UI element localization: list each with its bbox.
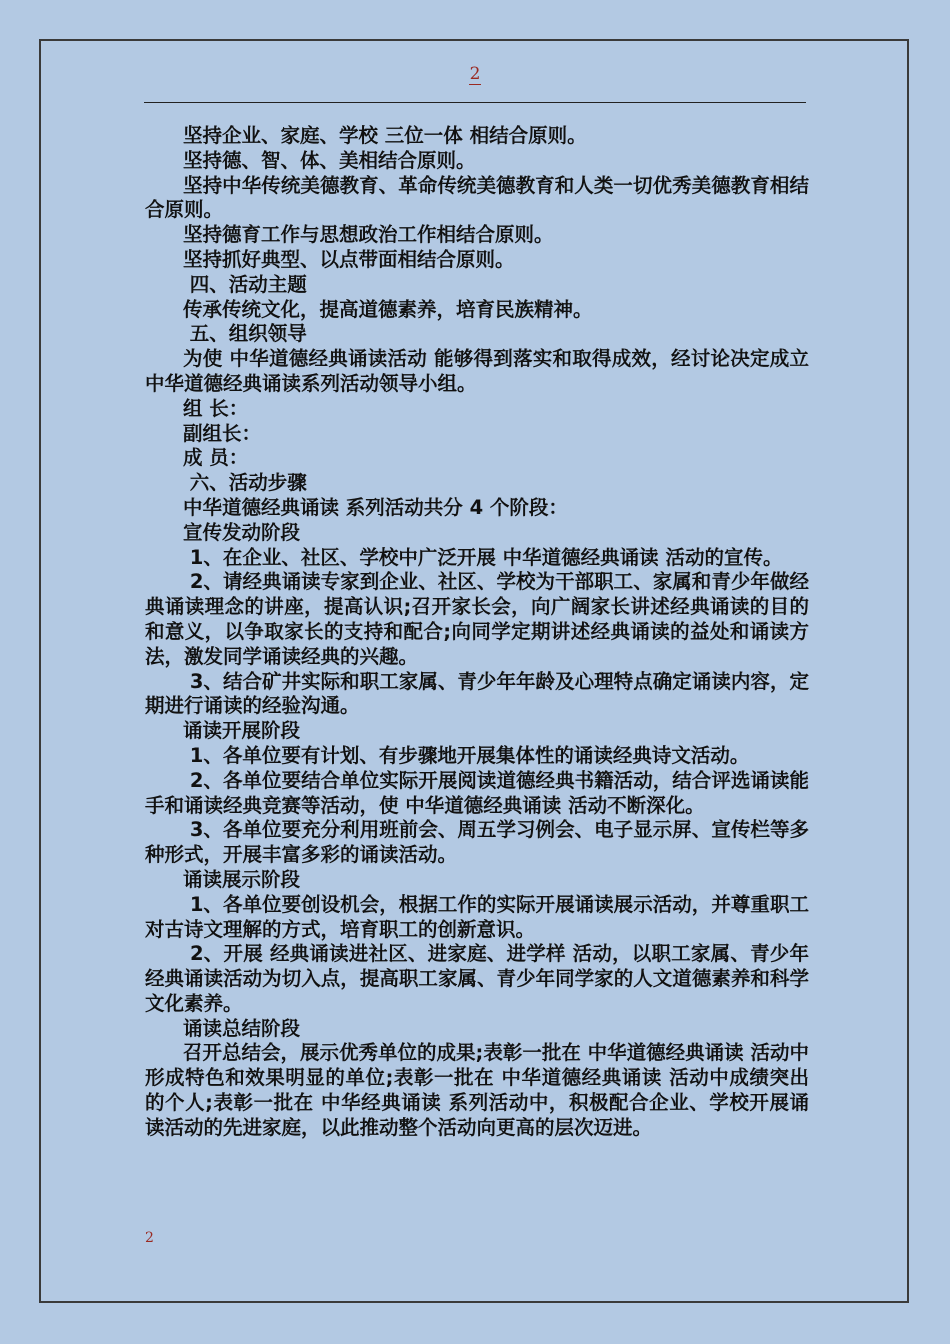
paragraph: 组 长： xyxy=(183,396,249,420)
paragraph: 坚持企业、家庭、学校 三位一体 相结合原则。 xyxy=(183,124,587,147)
paragraph: 1、在企业、社区、学校中广泛开展 中华道德经典诵读 活动的宣传。 xyxy=(183,545,783,569)
stage-heading: 诵读总结阶段 xyxy=(183,1016,301,1040)
paragraph: 3、结合矿井实际和职工家属、青少年年龄及心理特点确定诵读内容，定期进行诵读的经验沟通。 xyxy=(145,669,809,718)
footer-page-number: 2 xyxy=(145,1230,154,1246)
paragraph: 2、各单位要结合单位实际开展阅读道德经典书籍活动，结合评选诵读能手和诵读经典竞赛等活动，使 中华道德经典诵读 活动不断深化。 xyxy=(145,768,809,817)
header-rule xyxy=(144,102,806,103)
paragraph: 2、请经典诵读专家到企业、社区、学校为干部职工、家属和青少年做经典诵读理念的讲座，提高认识;召开家长会，向广阔家长讲述经典诵读的目的和意义，以争取家长的支持和配合;向同学定期讲述经典诵读的益处和诵读方法，激发同学诵读经典的兴趣。 xyxy=(145,570,809,668)
paragraph: 中华道德经典诵读 系列活动共分 4 个阶段： xyxy=(183,495,568,519)
header-page-number-text: 2 xyxy=(469,64,481,84)
document-body xyxy=(145,124,809,1141)
paragraph: 1、各单位要创设机会，根据工作的实际开展诵读展示活动，并尊重职工对古诗文理解的方式，培育职工的创新意识。 xyxy=(145,892,809,941)
section-heading: 六、活动步骤 xyxy=(183,471,307,495)
paragraph: 1、各单位要有计划、有步骤地开展集体性的诵读经典诗文活动。 xyxy=(183,743,750,767)
paragraph: 3、各单位要充分利用班前会、周五学习例会、电子显示屏、宣传栏等多种形式，开展丰富多彩的诵读活动。 xyxy=(145,818,809,867)
paragraph: 坚持中华传统美德教育、革命传统美德教育和人类一切优秀美德教育相结合原则。 xyxy=(145,173,809,222)
paragraph: 坚持德育工作与思想政治工作相结合原则。 xyxy=(183,223,554,247)
stage-heading: 诵读开展阶段 xyxy=(183,719,301,743)
stage-heading: 宣传发动阶段 xyxy=(183,520,301,544)
stage-heading: 诵读展示阶段 xyxy=(183,867,301,891)
paragraph: 传承传统文化，提高道德素养，培育民族精神。 xyxy=(183,297,593,321)
section-heading: 四、活动主题 xyxy=(183,272,307,296)
section-heading: 五、组织领导 xyxy=(183,322,307,346)
paragraph: 召开总结会，展示优秀单位的成果;表彰一批在 中华道德经典诵读 活动中形成特色和效果明显的单位;表彰一批在 中华道德经典诵读 活动中成绩突出的个人;表彰一批在 中华经典诵读 系列活动中，积极配合企业、学校开展诵读活动的先进家庭，以此推动整个活动向更高的层次迈进。 xyxy=(145,1041,809,1139)
paragraph: 坚持德、智、体、美相结合原则。 xyxy=(183,148,476,172)
paragraph: 副组长： xyxy=(183,421,262,445)
paragraph: 为使 中华道德经典诵读活动 能够得到落实和取得成效，经讨论决定成立中华道德经典诵读系列活动领导小组。 xyxy=(145,347,809,395)
paragraph: 2、开展 经典诵读进社区、进家庭、进学样 活动，以职工家属、青少年经典诵读活动为切入点，提高职工家属、青少年同学家的人文道德素养和科学文化素养。 xyxy=(145,942,809,1015)
header-page-number xyxy=(0,64,950,84)
paragraph: 成 员： xyxy=(183,446,249,470)
paragraph: 坚持抓好典型、以点带面相结合原则。 xyxy=(183,247,515,271)
